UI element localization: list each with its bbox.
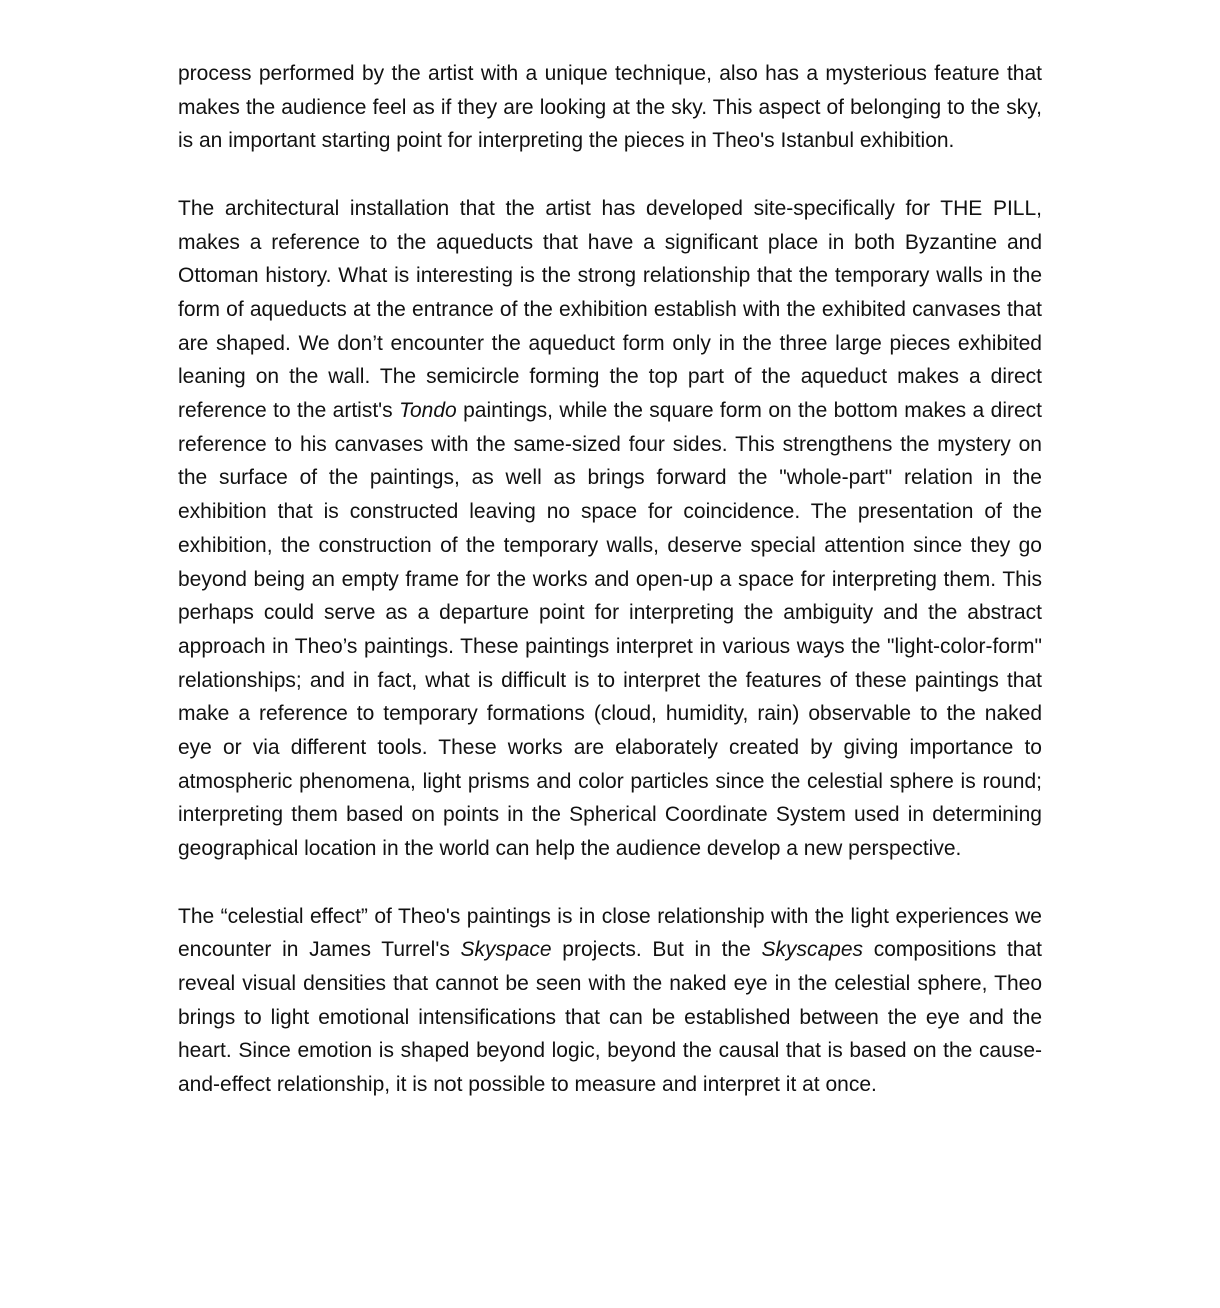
paragraph-text: projects. But in the (551, 938, 762, 962)
paragraph-celestial-effect (178, 900, 1042, 1102)
document-page (178, 57, 1042, 1102)
italic-title-skyspace: Skyspace (460, 938, 552, 962)
paragraph-text: The “celestial effect” of Theo's paintings is in close relationship with the light experiences we encounter in James Turrel's (178, 904, 1042, 962)
paragraph-sky-exhibition (178, 57, 1042, 158)
paragraph-architectural-installation (178, 192, 1042, 866)
paragraph-text: paintings, while the square form on the bottom makes a direct reference to his canvases with the same-sized four sides. This strengthens the mystery on the surface of the paintings, as well as brings forward the "whole-part" relation in the exhibition that is constructed leaving no space for coincidence. The presentation of the exhibition, the construction of the temporary walls, deserve special attention since they go beyond being an empty frame for the works and open-up a space for interpreting them. This perhaps could serve as a departure point for interpreting the ambiguity and the abstract approach in Theo’s paintings. These paintings interpret in various ways the "light-color-form" relationships; and in fact, what is difficult is to interpret the features of these paintings that make a reference to temporary formations (cloud, humidity, rain) observable to the naked eye or via different tools. These works are elaborately created by giving importance to atmospheric phenomena, light prisms and color particles since the celestial sphere is round; interpreting them based on points in the Spherical Coordinate System used in determining geographical location in the world can help the audience develop a new perspective. (178, 399, 1042, 861)
paragraph-text: compositions that reveal visual densities that cannot be seen with the naked eye in the celestial sphere, Theo brings to light emotional intensifications that can be established between the eye and the heart. Since emotion is shaped beyond logic, beyond the causal that is based on the cause-and-effect relationship, it is not possible to measure and interpret it at once. (178, 938, 1042, 1097)
italic-title-tondo: Tondo (399, 399, 457, 423)
paragraph-text: The architectural installation that the artist has developed site-specifically for THE PILL, makes a reference to the aqueducts that have a significant place in both Byzantine and Ottoman history. What is interesting is the strong relationship that the temporary walls in the form of aqueducts at the entrance of the exhibition establish with the exhibited canvases that are shaped. We don’t encounter the aqueduct form only in the three large pieces exhibited leaning on the wall. The semicircle forming the top part of the aqueduct makes a direct reference to the artist's (178, 196, 1042, 423)
paragraph-text: process performed by the artist with a unique technique, also has a mysterious feature that makes the audience feel as if they are looking at the sky. This aspect of belonging to the sky, is an important starting point for interpreting the pieces in Theo's Istanbul exhibition. (178, 62, 1042, 153)
italic-title-skyscapes: Skyscapes (761, 938, 864, 962)
